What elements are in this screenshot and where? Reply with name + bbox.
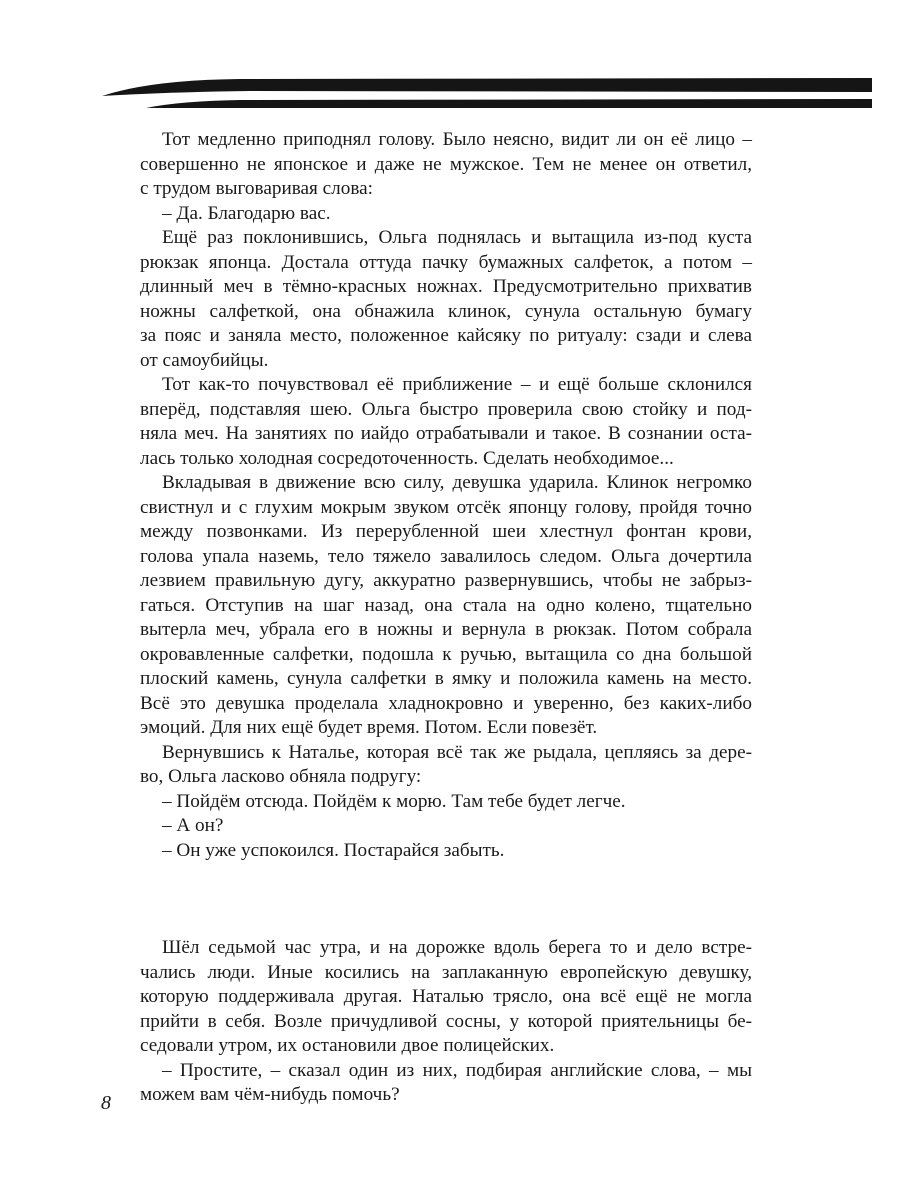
text-line: – Да. Благодарю вас. xyxy=(162,202,331,224)
text-line: – Он уже успокоился. Постарайся забыть. xyxy=(162,839,505,861)
scene-break xyxy=(140,863,752,936)
text-section-1 xyxy=(140,128,752,863)
text-line: свистнул и с глухим мокрым звуком отсёк японцу голову, пройдя точно xyxy=(140,496,752,518)
text-line: эмоций. Для них ещё будет время. Потом. Если повезёт. xyxy=(140,717,598,738)
text-line: от самоубийцы. xyxy=(140,349,269,371)
text-line: во, Ольга ласково обняла подругу: xyxy=(140,766,422,787)
text-line: окровавленные салфетки, подошла к ручью, вытащила со дна большой xyxy=(140,643,752,665)
text-line: Шёл седьмой час утра, и на дорожке вдоль берега то и дело встре- xyxy=(162,937,752,958)
text-line: ножны салфеткой, она обнажила клинок, сунула остальную бумагу xyxy=(140,300,752,322)
page-number: 8 xyxy=(101,1092,111,1114)
text-line: которую поддерживала другая. Наталью трясло, она всё ещё не могла xyxy=(140,986,752,1007)
text-line: лась только холодная сосредоточенность. Сделать необходимое... xyxy=(140,447,674,469)
text-line: за пояс и заняла место, положенное кайсяку по ритуалу: сзади и слева xyxy=(140,325,752,346)
text-line: Всё это девушка проделала хладнокровно и уверенно, без каких-либо xyxy=(140,692,752,714)
text-line: лезвием правильную дугу, аккуратно развернувшись, чтобы не забрыз- xyxy=(140,570,752,591)
text-line: Вкладывая в движение всю силу, девушка ударила. Клинок негромко xyxy=(162,472,752,493)
page-body-text xyxy=(140,128,752,1108)
text-line: вперёд, подставляя шею. Ольга быстро проверила свою стойку и под- xyxy=(140,398,752,420)
text-line: голова упала наземь, тело тяжело завалилось следом. Ольга дочертила xyxy=(140,545,752,567)
text-line: Тот медленно приподнял голову. Было неясно, видит ли он её лицо – xyxy=(162,129,752,150)
text-line: можем вам чём-нибудь помочь? xyxy=(140,1084,400,1105)
text-line: – А он? xyxy=(162,815,224,836)
text-line: длинный меч в тёмно-красных ножнах. Предусмотрительно прихватив xyxy=(140,276,752,297)
text-line: Ещё раз поклонившись, Ольга поднялась и вытащила из-под куста xyxy=(162,227,752,248)
text-section-2 xyxy=(140,936,752,1108)
text-line: гаться. Отступив на шаг назад, она стала на одно колено, тщательно xyxy=(140,594,752,616)
header-rule-lower-stroke xyxy=(146,99,872,108)
header-rule-upper-stroke xyxy=(102,78,872,96)
text-line: плоский камень, сунула салфетки в ямку и положила камень на место. xyxy=(140,668,752,689)
header-decorative-rule xyxy=(0,0,900,130)
text-line: прийти в себя. Возле причудливой сосны, у которой приятельницы бе- xyxy=(140,1010,752,1032)
text-line: – Простите, – сказал один из них, подбирая английские слова, – мы xyxy=(162,1059,752,1081)
text-line: рюкзак японца. Достала оттуда пачку бумажных салфеток, а потом – xyxy=(140,251,752,273)
text-line: седовали утром, их остановили двое полицейских. xyxy=(140,1035,555,1056)
text-line: Тот как-то почувствовал её приближение – и ещё больше склонился xyxy=(162,374,752,395)
text-line: вытерла меч, убрала его в ножны и вернула в рюкзак. Потом собрала xyxy=(140,619,752,640)
text-line: чались люди. Иные косились на заплаканную европейскую девушку, xyxy=(140,961,752,983)
text-line: между позвонками. Из перерубленной шеи хлестнул фонтан крови, xyxy=(140,521,752,542)
text-line: няла меч. На занятиях по иайдо отрабатывали и такое. В сознании оста- xyxy=(140,423,752,444)
text-line: совершенно не японское и даже не мужское. Тем не менее он ответил, xyxy=(140,153,752,175)
text-line: – Пойдём отсюда. Пойдём к морю. Там тебе будет легче. xyxy=(162,790,626,812)
text-line: Вернувшись к Наталье, которая всё так же рыдала, цепляясь за дере- xyxy=(162,741,752,763)
text-line: с трудом выговаривая слова: xyxy=(140,178,373,199)
